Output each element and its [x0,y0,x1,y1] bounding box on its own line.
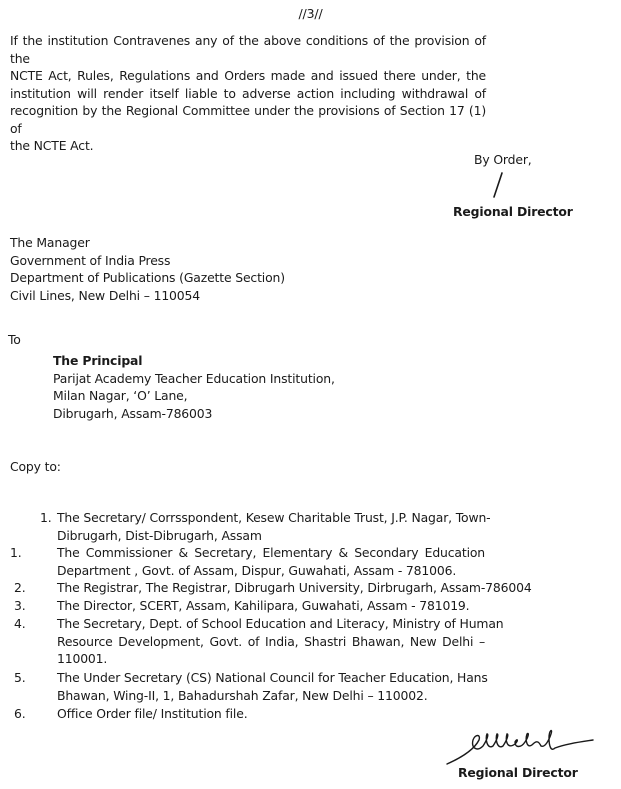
list-item-line: The Registrar, The Registrar, Dibrugarh University, Dirbrugarh, Assam-786004 [57,580,532,595]
copy-to-label: Copy to: [10,459,61,474]
paragraph-line: the NCTE Act. [10,138,94,153]
signature-stroke-icon [491,171,505,199]
list-item-number: 6. [14,706,26,721]
list-item-line: The Director, SCERT, Assam, Kahilipara, Guwahati, Assam - 781019. [57,598,470,613]
list-item-line: Bhawan, Wing-II, 1, Bahadurshah Zafar, New Delhi – 110002. [57,687,428,703]
list-item-line: 110001. [57,651,108,666]
paragraph-line: If the institution Contravenes any of the above conditions of the provision of the [10,33,486,66]
list-item-number: 2. [14,580,26,595]
address-line: Parijat Academy Teacher Education Institution, [53,370,335,386]
regional-director-title: Regional Director [453,204,573,219]
list-item-number: 1. [10,545,22,560]
recipient-name: The Principal [53,353,143,368]
paragraph-line: recognition by the Regional Committee under the provisions of Section 17 (1) of [10,103,486,136]
list-item-text [57,597,485,615]
list-item-text [57,705,485,723]
address-line: Department of Publications (Gazette Section) [10,270,285,286]
address-line: Milan Nagar, ‘O’ Lane, [53,388,188,404]
list-item-line: Department , Govt. of Assam, Dispur, Guwahati, Assam - 781006. [57,562,457,578]
list-item-text [57,615,504,668]
to-label: To [8,332,21,347]
list-item-line: The Secretary/ Corrsspondent, Kesew Charitable Trust, J.P. Nagar, Town- [57,510,491,525]
conditions-paragraph [10,32,486,155]
list-item-number: 4. [14,616,26,631]
list-item-line: The Commissioner & Secretary, Elementary & Secondary Education [57,545,485,560]
recipient-address-block [53,352,335,423]
list-item-line: The Under Secretary (CS) National Council for Teacher Education, Hans [57,670,488,685]
list-item-number: 5. [14,670,26,685]
list-item-line: Office Order file/ Institution file. [57,706,248,721]
press-address-block [10,234,285,305]
address-line: Civil Lines, New Delhi – 110054 [10,288,200,304]
list-item-line: The Secretary, Dept. of School Education and Literacy, Ministry of Human [57,616,504,631]
list-item-number: 3. [14,598,26,613]
by-order-label: By Order, [474,152,532,167]
regional-director-title: Regional Director [458,765,578,780]
list-item-text [57,669,488,704]
list-item-text [57,579,532,597]
list-item-number: 1. [40,510,52,525]
paragraph-line: NCTE Act, Rules, Regulations and Orders made and issued there under, the [10,68,486,83]
list-item-line: Resource Development, Govt. of India, Shastri Bhawan, New Delhi – [57,633,485,649]
address-line: Government of India Press [10,252,171,268]
list-item-text [57,544,485,579]
paragraph-line: institution will render itself liable to adverse action including withdrawal of [10,85,486,101]
address-line: The Manager [10,235,90,250]
page-number: //3// [298,6,323,21]
handwritten-signature-icon [445,726,595,766]
address-line: Dibrugarh, Assam-786003 [53,406,213,422]
list-item-line: Dibrugarh, Dist-Dibrugarh, Assam [57,527,262,543]
list-item-text [57,509,491,544]
